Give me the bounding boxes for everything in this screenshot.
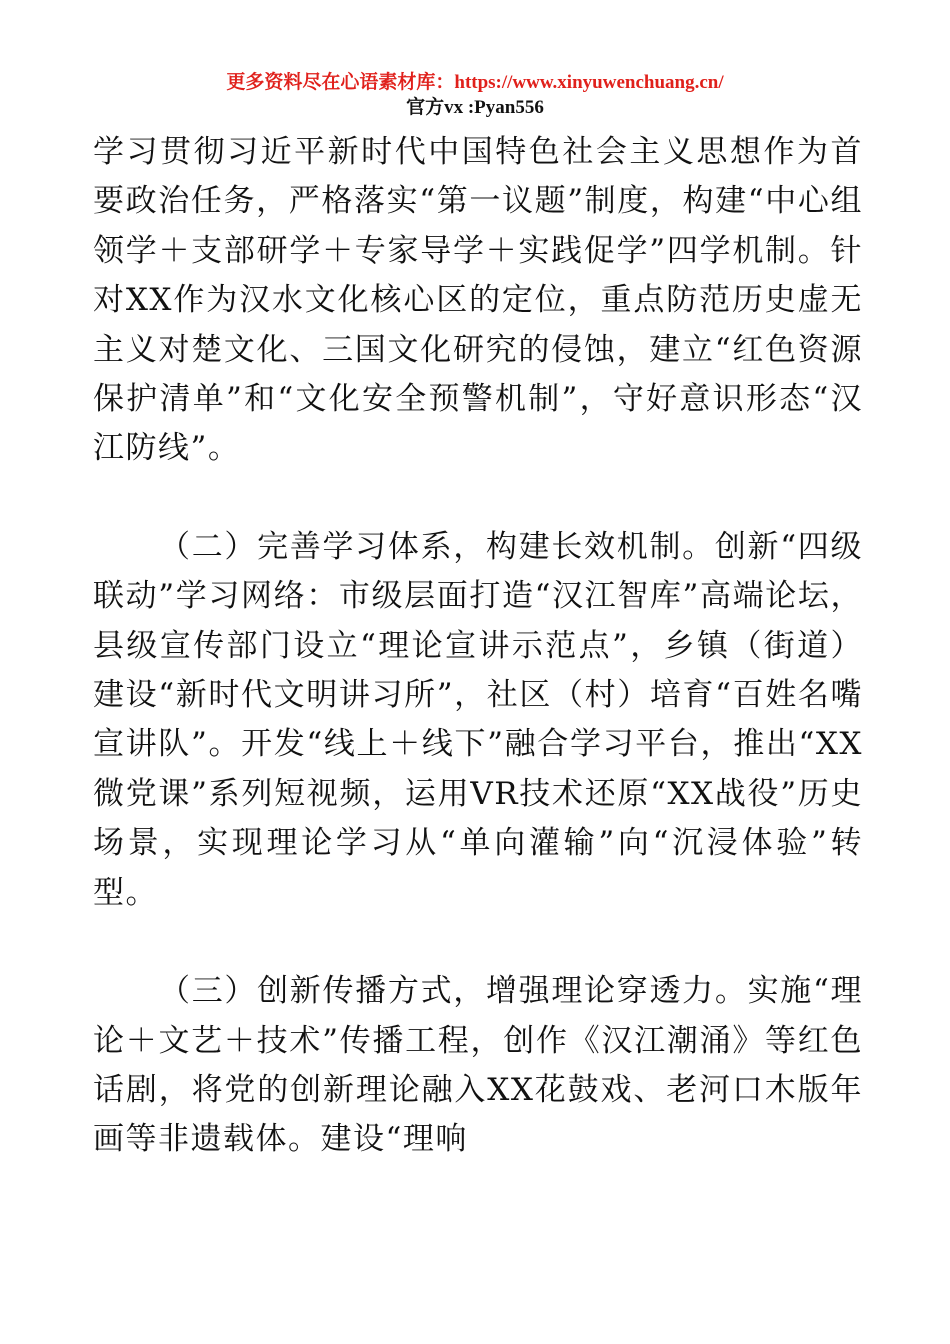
paragraph-3 [93, 967, 863, 1165]
paragraph-2 [93, 523, 863, 918]
paragraph-1 [93, 128, 863, 474]
header-resource-link-text: 更多资料尽在心语素材库：https://www.xinyuwenchuang.cn/ [226, 72, 724, 93]
paragraph-3-text: 实施“理论＋文艺＋技术”传播工程，创作《汉江潮涌》等红色话剧，将党的创新理论融入XX花鼓戏、老河口木版年画等非遗载体。建设“理响 [93, 973, 864, 1158]
watermark-header [0, 70, 950, 120]
paragraph-1-text: 学习贯彻习近平新时代中国特色社会主义思想作为首要政治任务，严格落实“第一议题”制度，构建“中心组领学＋支部研学＋专家导学＋实践促学”四学机制。针对XX作为汉水文化核心区的定位，重点防范历史虚无主义对楚文化、三国文化研究的侵蚀，建立“红色资源保护清单”和“文化安全预警机制”，守好意识形态“汉江防线”。 [93, 134, 863, 467]
document-body [93, 128, 863, 1165]
header-wechat-id: 官方vx :Pyan556 [406, 97, 544, 118]
paragraph-3-heading: （三）创新传播方式，增强理论穿透力。 [159, 973, 748, 1010]
paragraph-2-text: 创新“四级联动”学习网络：市级层面打造“汉江智库”高端论坛，县级宣传部门设立“理论宣讲示范点”，乡镇（街道）建设“新时代文明讲习所”，社区（村）培育“百姓名嘴宣讲队”。开发“线上＋线下”融合学习平台，推出“XX微党课”系列短视频，运用VR技术还原“XX战役”历史场景，实现理论学习从“单向灌输”向“沉浸体验”转型。 [93, 528, 863, 911]
paragraph-2-heading: （二）完善学习体系，构建长效机制。 [159, 528, 715, 565]
